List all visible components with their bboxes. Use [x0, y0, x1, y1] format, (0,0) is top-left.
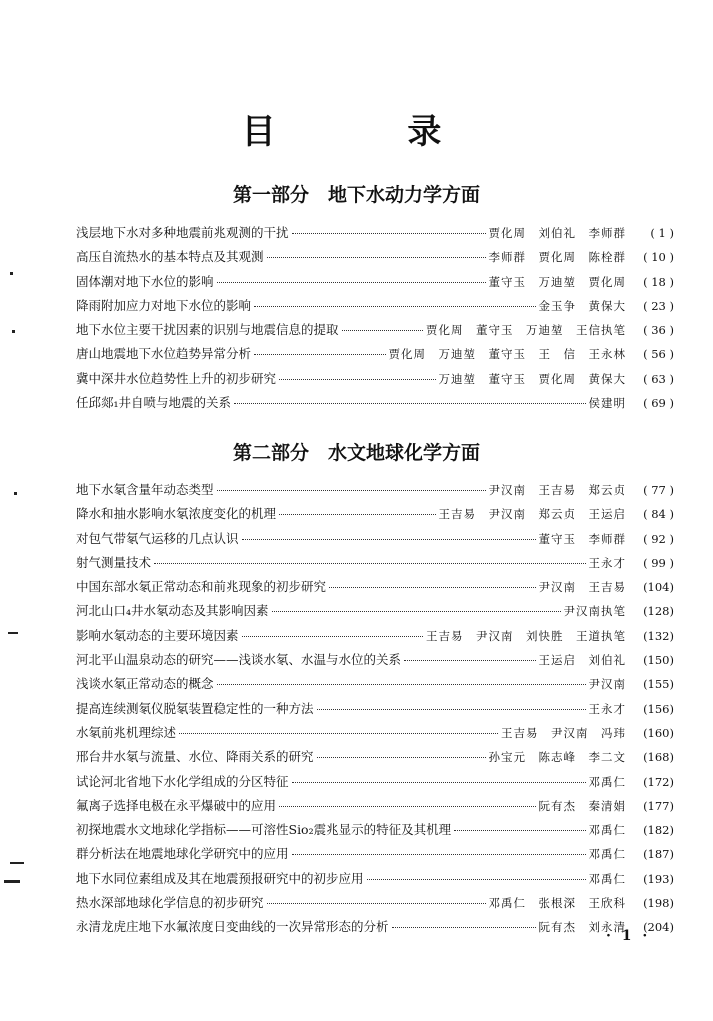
toc-entry-authors: 邓禹仁	[588, 774, 626, 789]
dot-leader	[217, 282, 486, 283]
toc-entry	[76, 820, 674, 844]
toc-entry-authors: 王吉易 尹汉南 刘快胜 王道执笔	[426, 628, 626, 643]
dot-leader	[404, 660, 535, 661]
toc-entry	[76, 869, 674, 893]
toc-entry	[76, 223, 674, 247]
toc-entry	[76, 917, 674, 941]
toc-entry-title: 浅层地下水对多种地震前兆观测的干扰	[76, 225, 289, 240]
toc-list	[76, 223, 674, 417]
toc-entry-page: (182)	[643, 823, 674, 838]
dot-leader	[242, 539, 536, 540]
dot-leader	[254, 354, 385, 355]
toc-entry	[76, 344, 674, 368]
toc-entry-page: (168)	[643, 750, 674, 765]
toc-entry-authors: 邓禹仁	[588, 871, 626, 886]
toc-entry-title: 热水深部地球化学信息的初步研究	[76, 895, 264, 911]
toc-entry	[76, 296, 674, 320]
toc-entry-page: (177)	[643, 798, 674, 813]
dot-leader	[279, 514, 435, 515]
dot-leader	[254, 306, 535, 307]
toc-entry	[76, 480, 674, 504]
toc-entry-page: ( 63 )	[643, 371, 674, 386]
toc-entry-authors: 贾化周 刘伯礼 李师群	[488, 226, 626, 240]
toc-entry-authors: 王吉易 尹汉南 冯玮	[501, 725, 626, 740]
toc-entry-title: 群分析法在地震地球化学研究中的应用	[76, 846, 289, 862]
scan-mark	[10, 862, 24, 864]
toc-entry-page: ( 1 )	[650, 226, 674, 240]
toc-entry-authors: 尹汉南 王吉易 郑云贞	[488, 483, 626, 497]
toc-entry-page: (150)	[643, 653, 674, 668]
dot-leader	[292, 233, 486, 234]
toc-entry-authors: 邓禹仁	[588, 847, 626, 862]
scan-mark	[14, 492, 17, 495]
dot-leader	[329, 587, 535, 588]
toc-entry-authors: 邓禹仁 张根深 王欣科	[488, 896, 626, 911]
toc-entry-title: 影响水氡动态的主要环境因素	[76, 627, 239, 643]
toc-entry-authors: 万迪堃 董守玉 贾化周 黄保大	[438, 371, 626, 386]
toc-entry-title: 邢台井水氡与流量、水位、降雨关系的研究	[76, 749, 314, 765]
toc-entry-title: 固体潮对地下水位的影响	[76, 273, 214, 289]
toc-entry	[76, 723, 674, 747]
toc-entry-page: ( 92 )	[643, 531, 674, 546]
dot-leader	[342, 330, 423, 331]
toc-entry-title: 中国东部水氡正常动态和前兆现象的初步研究	[76, 579, 327, 595]
toc-entry-title: 射气测量技术	[76, 554, 152, 570]
dot-leader	[267, 903, 486, 904]
toc-entry-authors: 尹汉南 王吉易	[538, 580, 626, 595]
toc-entry-title: 地下水氡含量年动态类型	[76, 482, 214, 497]
dot-leader	[292, 782, 586, 783]
scan-mark	[12, 330, 15, 333]
dot-leader	[317, 709, 586, 710]
toc-entry-title: 氟离子选择电极在永平爆破中的应用	[76, 797, 277, 813]
toc-entry	[76, 844, 674, 868]
toc-entry-authors: 尹汉南	[588, 677, 626, 692]
dot-leader	[272, 611, 561, 612]
dot-leader	[234, 403, 585, 404]
toc-entry-title: 唐山地震地下水位趋势异常分析	[76, 346, 252, 362]
toc-entry-page: ( 23 )	[643, 298, 674, 313]
toc-entry	[76, 529, 674, 553]
dot-leader	[317, 757, 486, 758]
dot-leader	[454, 830, 585, 831]
toc-entry	[76, 893, 674, 917]
toc-entry-title: 地下水同位素组成及其在地震预报研究中的初步应用	[76, 870, 364, 886]
toc-entry-page: (204)	[643, 920, 674, 935]
toc-list	[76, 480, 674, 942]
toc-entry-page: (128)	[643, 604, 674, 619]
dot-leader	[217, 490, 486, 491]
toc-entry-page: ( 36 )	[643, 323, 674, 338]
toc-entry-authors: 王吉易 尹汉南 郑云贞 王运启	[438, 507, 626, 522]
toc-entry	[76, 650, 674, 674]
dot-leader	[267, 257, 486, 258]
page-title: 目 录	[241, 112, 502, 152]
toc-entry-authors: 侯建明	[588, 396, 626, 411]
toc-entry-title: 地下水位主要干扰因素的识别与地震信息的提取	[76, 322, 339, 338]
toc-entry	[76, 553, 674, 577]
section-title: 第二部分 水文地球化学方面	[232, 442, 480, 464]
page-number: · 1 ·	[606, 928, 651, 944]
dot-leader	[292, 854, 586, 855]
toc-entry-authors: 贾化周 董守玉 万迪堃 王信执笔	[426, 323, 626, 338]
toc-entry-title: 提高连续测氡仪脱氡装置稳定性的一种方法	[76, 700, 314, 716]
toc-entry-title: 任邱郯₁井自喷与地震的关系	[76, 395, 232, 411]
toc-entry	[76, 272, 674, 296]
dot-leader	[154, 563, 585, 564]
toc-entry-authors: 金玉争 黄保大	[538, 298, 626, 313]
section-title: 第一部分 地下水动力学方面	[232, 184, 480, 206]
toc-entry-page: (155)	[643, 677, 674, 692]
dot-leader	[367, 879, 586, 880]
toc-entry-title: 初探地震水文地球化学指标——可溶性Sio₂震兆显示的特征及其机理	[76, 822, 452, 838]
toc-entry-page: (156)	[643, 701, 674, 716]
toc-entry	[76, 369, 674, 393]
toc-entry	[76, 577, 674, 601]
toc-entry-page: ( 69 )	[643, 396, 674, 411]
toc-entry-authors: 王永才	[588, 555, 626, 570]
toc-entry-title: 浅谈水氡正常动态的概念	[76, 676, 214, 692]
dot-leader	[179, 733, 498, 734]
toc-entry	[76, 320, 674, 344]
toc-entry-title: 冀中深井水位趋势性上升的初步研究	[76, 370, 277, 386]
dot-leader	[217, 684, 586, 685]
toc-entry-page: (187)	[643, 847, 674, 862]
toc-entry	[76, 699, 674, 723]
toc-entry-page: (104)	[643, 580, 674, 595]
scan-mark	[4, 880, 20, 883]
toc-entry	[76, 747, 674, 771]
toc-entry-page: (198)	[643, 896, 674, 911]
toc-entry-title: 降水和抽水影响水氡浓度变化的机理	[76, 506, 277, 522]
toc-entry-authors: 阮有杰 刘永清	[538, 920, 626, 935]
toc-entry-authors: 王永才	[588, 701, 626, 716]
dot-leader	[392, 927, 536, 928]
toc-entry-authors: 阮有杰 秦清娟	[538, 798, 626, 813]
toc-entry-title: 高压自流热水的基本特点及其观测	[76, 249, 264, 265]
toc-entry-title: 试论河北省地下水化学组成的分区特征	[76, 773, 289, 789]
toc-entry-title: 水氡前兆机理综述	[76, 724, 177, 740]
toc-entry-title: 对包气带氡气运移的几点认识	[76, 530, 239, 546]
toc-entry	[76, 796, 674, 820]
toc-entry-authors: 孙宝元 陈志峰 李二文	[488, 750, 626, 765]
dot-leader	[279, 379, 435, 380]
toc-entry	[76, 772, 674, 796]
dot-leader	[279, 806, 535, 807]
toc-entry-title: 河北山口₄井水氡动态及其影响因素	[76, 603, 269, 619]
toc-entry-title: 降雨附加应力对地下水位的影响	[76, 297, 252, 313]
toc-entry	[76, 626, 674, 650]
toc-entry-page: ( 56 )	[643, 347, 674, 362]
toc-entry-page: ( 18 )	[643, 274, 674, 289]
toc-entry-title: 河北平山温泉动态的研究——浅谈水氡、水温与水位的关系	[76, 652, 402, 668]
toc-entry-authors: 贾化周 万迪堃 董守玉 王 信 王永林	[388, 347, 626, 362]
toc-entry	[76, 504, 674, 528]
toc-entry-page: (160)	[643, 725, 674, 740]
scan-mark	[8, 632, 18, 634]
toc-entry-page: (193)	[643, 871, 674, 886]
scan-mark	[10, 272, 13, 275]
toc-entry	[76, 601, 674, 625]
toc-entry-authors: 尹汉南执笔	[563, 604, 626, 619]
toc-entry-authors: 董守玉 李师群	[538, 531, 626, 546]
toc-entry-authors: 邓禹仁	[588, 823, 626, 838]
toc-entry-authors: 王运启 刘伯礼	[538, 653, 626, 668]
toc-entry-page: (172)	[643, 774, 674, 789]
toc-entry-page: ( 84 )	[643, 507, 674, 522]
toc-entry-authors: 李师群 贾化周 陈栓群	[488, 250, 626, 265]
toc-entry-page: (132)	[643, 628, 674, 643]
toc-entry	[76, 393, 674, 417]
toc-entry-page: ( 10 )	[643, 250, 674, 265]
dot-leader	[242, 636, 423, 637]
toc-entry-page: ( 99 )	[643, 555, 674, 570]
toc-entry-title: 永清龙虎庄地下水氟浓度日变曲线的一次异常形态的分析	[76, 919, 389, 935]
toc-entry	[76, 674, 674, 698]
toc-entry-authors: 董守玉 万迪堃 贾化周	[488, 274, 626, 289]
toc-entry	[76, 247, 674, 271]
toc-entry-page: ( 77 )	[643, 483, 674, 497]
